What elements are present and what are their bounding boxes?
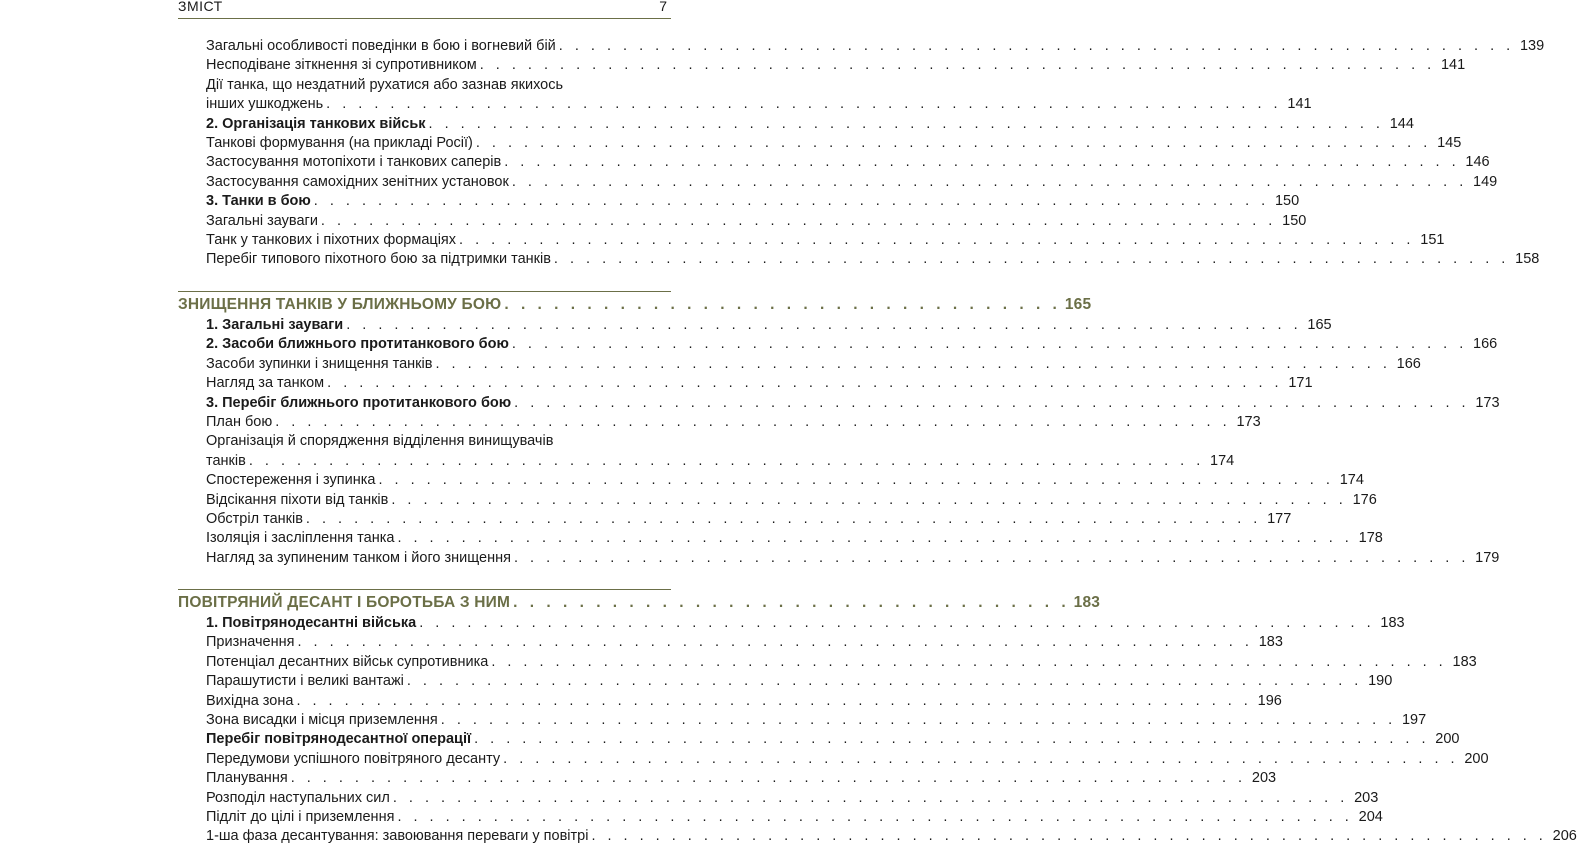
entry-label: 1. Повітрянодесантні війська bbox=[206, 615, 417, 631]
entry-label: Перебіг повітрянодесантної операції bbox=[206, 731, 472, 748]
toc-entry[interactable] bbox=[178, 633, 1283, 652]
toc-entry[interactable] bbox=[178, 231, 1445, 250]
entry-page-number: 145 bbox=[1437, 134, 1462, 151]
entry-page-number: 141 bbox=[1440, 57, 1466, 74]
leader-dots: . . . . . . . . . . . . . . . . . . . . . . . . . . . . . . . . . . . . . . . . . . . . . . . . . . . . . . . . . . . . bbox=[511, 173, 1468, 190]
entry-label: Засоби зупинки і знищення танків bbox=[206, 355, 433, 372]
leader-dots: . . . . . . . . . . . . . . . . . . . . . . . . . . . . . . . . . . . . . . . . . . . . . . . . . . . . . . . . . . . . bbox=[504, 154, 1460, 171]
entry-label: Призначення bbox=[206, 634, 295, 651]
leader-dots: . . . . . . . . . . . . . . . . . . . . . . . . . . . . . . . . . . . . . . . . . . . . . . . . . . . . . . . . . . . . bbox=[511, 336, 1468, 353]
toc-entry[interactable] bbox=[178, 510, 1292, 529]
entry-page-number: 144 bbox=[1389, 115, 1414, 132]
toc-entry[interactable] bbox=[178, 491, 1377, 510]
leader-dots: . . . . . . . . . . . . . . . . . . . . . . . . . . . . . . . . . . . . . . . . . . . . . . . . . . . . . . . . . . . . bbox=[326, 96, 1282, 113]
toc-entry[interactable] bbox=[178, 374, 1313, 393]
toc-entry[interactable] bbox=[178, 769, 1277, 788]
toc-entry-line[interactable] bbox=[178, 76, 670, 95]
section-divider bbox=[178, 589, 671, 590]
entry-label: Обстріл танків bbox=[206, 510, 303, 527]
entry-page-number: 190 bbox=[1368, 673, 1393, 690]
entry-page-number: 165 bbox=[1307, 317, 1332, 333]
leader-dots: . . . . . . . . . . . . . . . . . . . . . . . . . . . . . . . . . . . . . . . . . . . . . . . . . . . . . . . . . . . . bbox=[513, 549, 1470, 566]
header-title: ЗМІСТ bbox=[178, 0, 223, 14]
section-heading[interactable] bbox=[178, 294, 1092, 316]
entry-label: Танк у танкових і піхотних формаціях bbox=[206, 231, 457, 248]
entry-label: 1. Загальні зауваги bbox=[206, 317, 344, 333]
leader-dots: . . . . . . . . . . . . . . . . . . . . . . . . . . . . . . . . . . . . . . . . . . . . . . . . . . . . . . . . . . . . bbox=[475, 134, 1432, 151]
toc-entry[interactable] bbox=[178, 153, 1490, 172]
entry-label: 3. Перебіг ближнього протитанкового бою bbox=[206, 394, 512, 411]
toc-section-3 bbox=[178, 592, 1101, 614]
leader-dots: . . . . . . . . . . . . . . . . . . . . . . . . . . . . . . . . . . . . . . . . . . . . . . . . . . . . . . . . . . . . bbox=[248, 452, 1205, 469]
toc-entry[interactable] bbox=[178, 529, 1383, 548]
toc-entry[interactable] bbox=[178, 789, 1379, 808]
entry-label: Організація й спорядження відділення винищувачів bbox=[206, 433, 554, 450]
entry-label: Танкові формування (на прикладі Росії) bbox=[206, 134, 473, 151]
page-header bbox=[178, 0, 671, 19]
entry-label: Застосування мотопіхоти і танкових саперів bbox=[206, 154, 502, 171]
entry-label: Вихідна зона bbox=[206, 692, 294, 709]
leader-dots: . . . . . . . . . . . . . . . . . . . . . . . . . . . . . . . . . . . . . . . . . . . . . . . . . . . . . . . . . . . . bbox=[459, 231, 1415, 248]
leader-dots: . . . . . . . . . . . . . . . . . . . . . . . . . . . . . . . . . . bbox=[513, 594, 1070, 611]
toc-entry[interactable] bbox=[178, 394, 1500, 413]
entry-page-number: 146 bbox=[1465, 154, 1490, 171]
leader-dots: . . . . . . . . . . . . . . . . . . . . . . . . . . . . . . . . . . . . . . . . . . . . . . . . . . . . . . . . . . . . bbox=[440, 711, 1397, 728]
leader-dots: . . . . . . . . . . . . . . . . . . . . . . . . . . . . . . . . . . . . . . . . . . . . . . . . . . . . . . . . . . . . bbox=[346, 317, 1302, 333]
entry-label: Перебіг типового піхотного бою за підтримки танків bbox=[206, 251, 551, 268]
entry-label: 1-ша фаза десантування: завоювання переваги у повітрі bbox=[206, 828, 589, 845]
entry-page-number: 183 bbox=[1452, 653, 1477, 670]
entry-page-number: 174 bbox=[1339, 472, 1364, 489]
leader-dots: . . . . . . . . . . . . . . . . . . . . . . . . . . . . . . . . . . . . . . . . . . . . . . . . . . . . . . . . . . . . bbox=[392, 789, 1349, 806]
leader-dots: . . . . . . . . . . . . . . . . . . . . . . . . . . . . . . . . . . . . . . . . . . . . . . . . . . . . . . . . . . . . bbox=[296, 692, 1252, 709]
toc-section-2 bbox=[178, 294, 1092, 316]
leader-dots: . . . . . . . . . . . . . . . . . . . . . . . . . . . . . . . . . . . . . . . . . . . . . . . . . . . . . . . . . . . . bbox=[290, 770, 1247, 787]
entry-label: Розподіл наступальних сил bbox=[206, 789, 390, 806]
toc-entry[interactable] bbox=[178, 173, 1498, 192]
toc-entry[interactable] bbox=[178, 692, 1282, 711]
entry-page-number: 173 bbox=[1475, 394, 1500, 411]
entry-label: План бою bbox=[206, 413, 273, 430]
toc-entry[interactable] bbox=[178, 316, 1332, 335]
entry-label: Потенціал десантних військ супротивника bbox=[206, 653, 489, 670]
leader-dots: . . . . . . . . . . . . . . . . . . . . . . . . . . . . . . . . . . . . . . . . . . . . . . . . . . . . . . . . . . . . bbox=[397, 530, 1353, 547]
entry-label: Парашутисти і великі вантажі bbox=[206, 673, 404, 690]
toc-group-2 bbox=[178, 316, 1500, 568]
leader-dots: . . . . . . . . . . . . . . . . . . . . . . . . . . . . . . . . . . . . . . . . . . . . . . . . . . . . . . . . . . . . bbox=[406, 673, 1363, 690]
leader-dots: . . . . . . . . . . . . . . . . . . . . . . . . . . . . . . . . . . . . . . . . . . . . . . . . . . . . . . . . . . . . bbox=[553, 251, 1510, 268]
entry-page-number: 197 bbox=[1401, 711, 1427, 728]
toc-entry[interactable] bbox=[178, 37, 1545, 56]
toc-entry[interactable] bbox=[178, 56, 1466, 75]
toc-entry[interactable] bbox=[178, 134, 1462, 153]
leader-dots: . . . . . . . . . . . . . . . . . . . . . . . . . . . . . . . . . . . . . . . . . . . . . . . . . . . . . . . . . . . . bbox=[391, 491, 1347, 508]
entry-label: Підліт до цілі і приземлення bbox=[206, 808, 395, 825]
entry-label: 2. Засоби ближнього протитанкового бою bbox=[206, 336, 509, 353]
toc-entry[interactable] bbox=[178, 711, 1427, 730]
entry-label: Загальні особливості поведінки в бою і вогневий бій bbox=[206, 38, 556, 54]
leader-dots: . . . . . . . . . . . . . . . . . . . . . . . . . . . . . . . . . . . . . . . . . . . . . . . . . . . . . . . . . . . . bbox=[419, 615, 1375, 631]
entry-label: Зона висадки і місця приземлення bbox=[206, 711, 438, 728]
leader-dots: . . . . . . . . . . . . . . . . . . . . . . . . . . . . . . . . . . . . . . . . . . . . . . . . . . . . . . . . . . . . bbox=[378, 472, 1334, 489]
toc-entry[interactable] bbox=[178, 549, 1500, 568]
toc-entry[interactable] bbox=[178, 335, 1498, 354]
entry-page-number: 171 bbox=[1288, 375, 1313, 392]
entry-page-number: 150 bbox=[1282, 212, 1307, 229]
entry-label: Передумови успішного повітряного десанту bbox=[206, 750, 501, 767]
section-title: ПОВІТРЯНИЙ ДЕСАНТ І БОРОТЬБА З НИМ bbox=[178, 594, 511, 611]
toc-entry[interactable] bbox=[178, 115, 1414, 134]
section-page: 183 bbox=[1073, 594, 1101, 611]
entry-page-number: 204 bbox=[1358, 808, 1383, 825]
section-page: 165 bbox=[1064, 296, 1092, 313]
leader-dots: . . . . . . . . . . . . . . . . . . . . . . . . . . . . . . . . . . . . . . . . . . . . . . . . . . . . . . . . . . . . bbox=[327, 375, 1283, 392]
section-divider bbox=[178, 291, 671, 292]
toc-entry[interactable] bbox=[178, 355, 1421, 374]
toc-entry[interactable] bbox=[178, 614, 1405, 633]
entry-label: танків bbox=[206, 452, 246, 469]
entry-page-number: 149 bbox=[1473, 173, 1498, 190]
leader-dots: . . . . . . . . . . . . . . . . . . . . . . . . . . . . . . . . . . . . . . . . . . . . . . . . . . . . . . . . . . . . bbox=[558, 38, 1515, 54]
toc-entry[interactable] bbox=[178, 471, 1364, 490]
toc-entry[interactable] bbox=[178, 653, 1477, 672]
entry-page-number: 196 bbox=[1257, 692, 1282, 709]
entry-page-number: 173 bbox=[1236, 413, 1261, 430]
entry-label: 3. Танки в бою bbox=[206, 193, 311, 210]
leader-dots: . . . . . . . . . . . . . . . . . . . . . . . . . . . . . . . . . . bbox=[504, 296, 1061, 313]
toc-entry[interactable] bbox=[178, 413, 1261, 432]
entry-page-number: 158 bbox=[1515, 251, 1540, 268]
entry-page-number: 174 bbox=[1210, 452, 1235, 469]
entry-page-number: 183 bbox=[1380, 615, 1405, 631]
toc-entry[interactable] bbox=[178, 250, 1540, 269]
leader-dots: . . . . . . . . . . . . . . . . . . . . . . . . . . . . . . . . . . . . . . . . . . . . . . . . . . . . . . . . . . . . bbox=[313, 193, 1270, 210]
leader-dots: . . . . . . . . . . . . . . . . . . . . . . . . . . . . . . . . . . . . . . . . . . . . . . . . . . . . . . . . . . . . bbox=[503, 750, 1459, 767]
section-title: ЗНИЩЕННЯ ТАНКІВ У БЛИЖНЬОМУ БОЮ bbox=[178, 296, 502, 313]
toc-group-1 bbox=[178, 37, 1545, 270]
leader-dots: . . . . . . . . . . . . . . . . . . . . . . . . . . . . . . . . . . . . . . . . . . . . . . . . . . . . . . . . . . . . bbox=[275, 413, 1231, 430]
entry-page-number: 203 bbox=[1251, 770, 1277, 787]
entry-page-number: 183 bbox=[1258, 634, 1283, 651]
header-page-number: 7 bbox=[659, 0, 667, 14]
toc-entry[interactable] bbox=[178, 192, 1300, 211]
leader-dots: . . . . . . . . . . . . . . . . . . . . . . . . . . . . . . . . . . . . . . . . . . . . . . . . . . . . . . . . . . . . bbox=[297, 634, 1253, 651]
entry-page-number: 200 bbox=[1435, 731, 1460, 748]
entry-page-number: 176 bbox=[1352, 491, 1377, 508]
entry-label: Спостереження і зупинка bbox=[206, 472, 376, 489]
entry-page-number: 141 bbox=[1287, 96, 1312, 113]
entry-label: 2. Організація танкових військ bbox=[206, 115, 426, 132]
entry-page-number: 151 bbox=[1420, 231, 1445, 248]
entry-page-number: 166 bbox=[1396, 355, 1421, 372]
entry-page-number: 200 bbox=[1464, 750, 1489, 767]
entry-page-number: 178 bbox=[1358, 530, 1383, 547]
entry-page-number: 150 bbox=[1274, 193, 1300, 210]
toc-entry[interactable] bbox=[178, 212, 1307, 231]
leader-dots: . . . . . . . . . . . . . . . . . . . . . . . . . . . . . . . . . . . . . . . . . . . . . . . . . . . . . . . . . . . . bbox=[491, 653, 1447, 670]
section-heading[interactable] bbox=[178, 592, 1101, 614]
entry-page-number: 206 bbox=[1552, 828, 1577, 845]
leader-dots: . . . . . . . . . . . . . . . . . . . . . . . . . . . . . . . . . . . . . . . . . . . . . . . . . . . . . . . . . . . . bbox=[397, 808, 1353, 825]
toc-entry[interactable] bbox=[178, 808, 1383, 827]
entry-page-number: 166 bbox=[1473, 336, 1498, 353]
leader-dots: . . . . . . . . . . . . . . . . . . . . . . . . . . . . . . . . . . . . . . . . . . . . . . . . . . . . . . . . . . . . bbox=[514, 394, 1470, 411]
leader-dots: . . . . . . . . . . . . . . . . . . . . . . . . . . . . . . . . . . . . . . . . . . . . . . . . . . . . . . . . . . . . bbox=[479, 57, 1436, 74]
entry-label: Дії танка, що нездатний рухатися або зазнав якихось bbox=[206, 76, 564, 93]
leader-dots: . . . . . . . . . . . . . . . . . . . . . . . . . . . . . . . . . . . . . . . . . . . . . . . . . . . . . . . . . . . . bbox=[305, 510, 1262, 527]
toc-group-3 bbox=[178, 614, 1577, 847]
entry-label: Нагляд за зупиненим танком і його знищення bbox=[206, 549, 511, 566]
toc-entry[interactable] bbox=[178, 730, 1460, 749]
entry-page-number: 177 bbox=[1267, 510, 1292, 527]
toc-entry[interactable] bbox=[178, 95, 1312, 114]
entry-page-number: 179 bbox=[1475, 549, 1500, 566]
entry-label: інших ушкоджень bbox=[206, 96, 324, 113]
entry-label: Планування bbox=[206, 770, 288, 787]
leader-dots: . . . . . . . . . . . . . . . . . . . . . . . . . . . . . . . . . . . . . . . . . . . . . . . . . . . . . . . . . . . . bbox=[591, 828, 1547, 845]
leader-dots: . . . . . . . . . . . . . . . . . . . . . . . . . . . . . . . . . . . . . . . . . . . . . . . . . . . . . . . . . . . . bbox=[428, 115, 1384, 132]
entry-page-number: 139 bbox=[1519, 38, 1545, 54]
leader-dots: . . . . . . . . . . . . . . . . . . . . . . . . . . . . . . . . . . . . . . . . . . . . . . . . . . . . . . . . . . . . bbox=[320, 212, 1277, 229]
leader-dots: . . . . . . . . . . . . . . . . . . . . . . . . . . . . . . . . . . . . . . . . . . . . . . . . . . . . . . . . . . . . bbox=[474, 731, 1430, 748]
entry-label: Ізоляція і засліплення танка bbox=[206, 530, 395, 547]
toc-entry[interactable] bbox=[178, 827, 1577, 846]
entry-label: Нагляд за танком bbox=[206, 375, 325, 392]
toc-entry-line[interactable] bbox=[178, 432, 670, 451]
toc-entry[interactable] bbox=[178, 672, 1393, 691]
toc-entry[interactable] bbox=[178, 452, 1235, 471]
entry-label: Застосування самохідних зенітних установок bbox=[206, 173, 509, 190]
entry-label: Несподіване зіткнення зі супротивником bbox=[206, 57, 477, 74]
leader-dots: . . . . . . . . . . . . . . . . . . . . . . . . . . . . . . . . . . . . . . . . . . . . . . . . . . . . . . . . . . . . bbox=[435, 355, 1391, 372]
entry-page-number: 203 bbox=[1354, 789, 1379, 806]
entry-label: Відсікання піхоти від танків bbox=[206, 491, 389, 508]
entry-label: Загальні зауваги bbox=[206, 212, 318, 229]
toc-entry[interactable] bbox=[178, 750, 1489, 769]
